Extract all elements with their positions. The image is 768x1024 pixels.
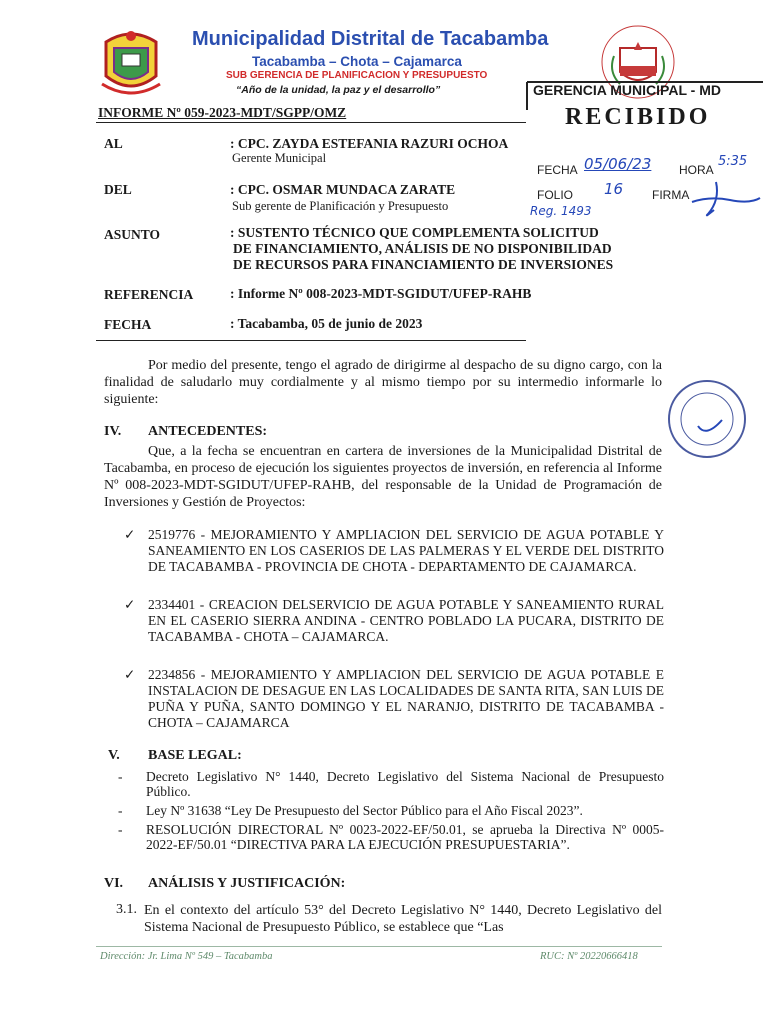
check-icon: ✓	[124, 527, 136, 542]
year-motto: “Año de la unidad, la paz y el desarrollo”	[236, 84, 441, 96]
section-vi-number: VI.	[104, 876, 124, 891]
legal-item	[118, 769, 664, 799]
del-label: DEL	[104, 182, 132, 197]
stamp-firma-label: FIRMA	[652, 188, 690, 202]
municipality-title: Municipalidad Distrital de Tacabamba	[192, 28, 549, 50]
section-vi-item-number: 3.1.	[116, 902, 137, 917]
project-item	[124, 527, 664, 575]
al-label: AL	[104, 136, 123, 151]
referencia-label: REFERENCIA	[104, 287, 194, 302]
section-v-title: BASE LEGAL:	[148, 748, 242, 763]
section-vi-item-text: En el contexto del artículo 53° del Decreto Legislativo N° 1440, Decreto Legislativo del Sistema Nacional de Presupuesto Público, se establece que “Las	[144, 903, 662, 935]
informe-number: INFORME Nº 059-2023-MDT/SGPP/OMZ	[98, 105, 347, 120]
header-rule	[96, 122, 526, 123]
asunto-line-1: : SUSTENTO TÉCNICO QUE COMPLEMENTA SOLICITUD	[230, 225, 599, 240]
stamp-fecha-label: FECHA	[537, 163, 578, 177]
stamp-folio-value: 16	[604, 180, 624, 198]
al-name: : CPC. ZAYDA ESTEFANIA RAZURI OCHOA	[230, 136, 509, 151]
del-role: Sub gerente de Planificación y Presupuesto	[232, 199, 449, 213]
check-icon: ✓	[124, 597, 136, 612]
stamp-hora-value: 5:35	[718, 154, 748, 169]
municipal-crest-logo	[98, 24, 164, 98]
intro-paragraph: Por medio del presente, tengo el agrado de dirigirme al despacho de su digno cargo, con la finalidad de saludarlo muy cordialmente y al mismo tiempo por su intermedio informarle lo siguiente:	[104, 358, 662, 407]
check-icon: ✓	[124, 667, 136, 682]
fecha-label: FECHA	[104, 317, 152, 332]
office-round-stamp	[666, 378, 748, 460]
stamp-hora-label: HORA	[679, 163, 714, 177]
project-item	[124, 667, 664, 731]
project-text: 2234856 - MEJORAMIENTO Y AMPLIACION DEL SERVICIO DE AGUA POTABLE E INSTALACION DE DESAGUE EN LAS LOCALIDADES DE SANTA RITA, SAN LUIS DE PUÑA Y PUÑA, SANTO DOMINGO Y EL NARANJO, DISTRITO DE TACABAMBA - CHOTA – CAJAMARCA	[148, 667, 664, 730]
section-iv-number: IV.	[104, 424, 122, 439]
section-iv-title: ANTECEDENTES:	[148, 424, 268, 439]
al-role: Gerente Municipal	[232, 151, 327, 165]
antecedentes-paragraph: Que, a la fecha se encuentran en cartera de inversiones de la Municipalidad Distrital de Tacabamba, en proceso de ejecución los siguientes proyectos de inversión, en referencia al Informe Nº 008-2023-MDT-SGIDUT/UFEP-RAHB, del responsable de la Unidad de Programación de Inversiones y Gestión de Proyectos:	[104, 444, 662, 510]
del-name: : CPC. OSMAR MUNDACA ZARATE	[230, 182, 456, 197]
stamp-received: RECIBIDO	[565, 104, 711, 130]
dash-bullet: -	[118, 822, 123, 837]
asunto-line-3: DE RECURSOS PARA FINANCIAMIENTO DE INVERSIONES	[233, 257, 614, 272]
project-item	[124, 597, 664, 645]
municipality-subtitle: Tacabamba – Chota – Cajamarca	[252, 54, 462, 69]
footer-ruc: RUC: Nº 20220666418	[540, 951, 638, 962]
stamp-reg-value: Reg. 1493	[530, 204, 592, 218]
section-vi-title: ANÁLISIS Y JUSTIFICACIÓN:	[148, 876, 346, 891]
office-name: SUB GERENCIA DE PLANIFICACION Y PRESUPUESTO	[226, 70, 488, 81]
stamp-fecha-value: 05/06/23	[584, 155, 652, 173]
stamp-heading: GERENCIA MUNICIPAL - MD	[533, 82, 721, 98]
dash-bullet: -	[118, 769, 123, 784]
footer-address: Dirección: Jr. Lima Nº 549 – Tacabamba	[100, 951, 273, 962]
stamp-folio-label: FOLIO	[537, 188, 574, 202]
asunto-line-2: DE FINANCIAMIENTO, ANÁLISIS DE NO DISPONIBILIDAD	[233, 241, 612, 256]
footer-rule	[96, 946, 662, 947]
legal-text: RESOLUCIÓN DIRECTORAL Nº 0023-2022-EF/50.01, se aprueba la Directiva Nº 0005-2022-EF/50.01 “DIRECTIVA PARA LA EJECUCIÓN PRESUPUESTARIA”.	[146, 822, 664, 852]
referencia-value: : Informe Nº 008-2023-MDT-SGIDUT/UFEP-RAHB	[230, 286, 532, 301]
legal-item	[118, 822, 664, 852]
project-text: 2334401 - CREACION DELSERVICIO DE AGUA POTABLE Y SANEAMIENTO RURAL EN EL CASERIO SIERRA ANDINA - CENTRO POBLADO LA PUCARA, DISTRITO DE TACABAMBA - CHOTA – CAJAMARCA.	[148, 597, 664, 644]
stamp-signature	[690, 180, 762, 220]
legal-text: Decreto Legislativo N° 1440, Decreto Legislativo del Sistema Nacional de Presupuesto Público.	[146, 769, 664, 799]
legal-text: Ley Nº 31638 “Ley De Presupuesto del Sector Público para el Año Fiscal 2023”.	[146, 803, 583, 818]
legal-item	[118, 803, 664, 818]
header-rule-bottom	[96, 340, 526, 341]
dash-bullet: -	[118, 803, 123, 818]
section-v-number: V.	[108, 748, 120, 763]
project-text: 2519776 - MEJORAMIENTO Y AMPLIACION DEL SERVICIO DE AGUA POTABLE Y SANEAMIENTO EN LOS CASERIOS DE LAS PALMERAS Y EL VERDE DEL DISTRITO DE TACABAMBA - PROVINCIA DE CHOTA - DEPARTAMENTO DE CAJAMARCA.	[148, 527, 664, 574]
asunto-label: ASUNTO	[104, 227, 161, 242]
fecha-value: : Tacabamba, 05 de junio de 2023	[230, 316, 423, 331]
